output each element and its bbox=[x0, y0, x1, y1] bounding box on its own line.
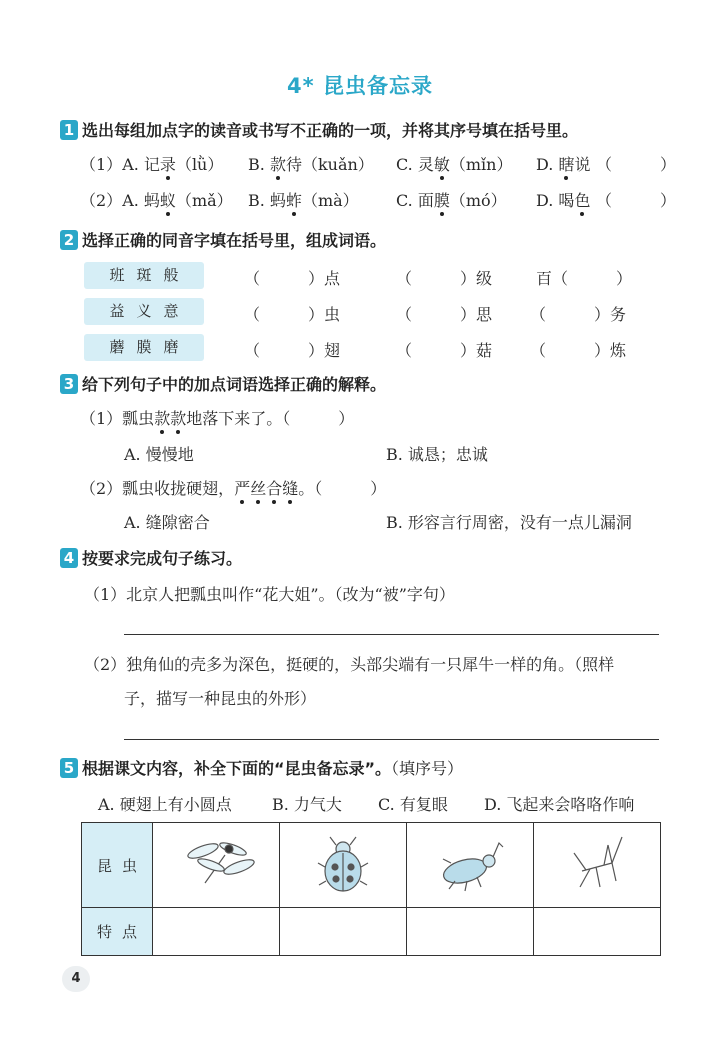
question-number-badge: 3 bbox=[60, 374, 78, 394]
grasshopper-icon bbox=[534, 823, 660, 903]
homophone-box: 益义意 bbox=[84, 298, 204, 325]
q3-sentence-1: （1）瓢虫款款地落下来了。（ ） bbox=[80, 406, 354, 429]
row-header-feature: 特点 bbox=[82, 908, 153, 956]
question-5-heading: 5 根据课文内容，补全下面的“昆虫备忘录”。（填序号） bbox=[60, 756, 463, 779]
option-d: D. 飞起来会咯咯作响 bbox=[484, 795, 635, 814]
fill-blank[interactable]: （ ）点 bbox=[244, 269, 341, 288]
beetle-icon bbox=[407, 823, 533, 903]
fill-blank[interactable]: （ ）务 bbox=[530, 305, 627, 324]
fill-blank[interactable]: （ ）炼 bbox=[530, 341, 627, 360]
option-a: A. 慢慢地 bbox=[124, 445, 194, 464]
answer-cell[interactable] bbox=[153, 908, 280, 956]
answer-cell[interactable] bbox=[280, 908, 407, 956]
question-number-badge: 1 bbox=[60, 120, 78, 140]
option-b: B. 力气大 bbox=[272, 795, 342, 814]
q4-sentence-2: （2）独角仙的壳多为深色，挺硬的，头部尖端有一只犀牛一样的角。（照样 bbox=[84, 655, 615, 674]
insect-cell bbox=[534, 823, 661, 908]
q1-row-1: （1）A. 记录（lǜ） bbox=[80, 152, 223, 175]
answer-cell[interactable] bbox=[407, 908, 534, 956]
fill-blank[interactable]: （ ）思 bbox=[396, 305, 493, 324]
insect-memo-table bbox=[81, 822, 661, 956]
answer-blank[interactable]: （ ） bbox=[596, 191, 677, 210]
question-4-heading: 4 按要求完成句子练习。 bbox=[60, 546, 242, 569]
page-title: 4* 昆虫备忘录 bbox=[287, 74, 433, 98]
fill-blank[interactable]: （ ）虫 bbox=[244, 305, 341, 324]
fill-blank[interactable]: （ ）级 bbox=[396, 269, 493, 288]
fill-blank[interactable]: （ ）翅 bbox=[244, 341, 341, 360]
option-b: B. 形容言行周密，没有一点儿漏洞 bbox=[386, 513, 632, 532]
fill-blank[interactable]: （ ）菇 bbox=[396, 341, 493, 360]
dragonfly-icon bbox=[153, 823, 279, 903]
option-a: A. 硬翅上有小圆点 bbox=[98, 795, 232, 814]
question-number-badge: 4 bbox=[60, 548, 78, 568]
homophone-box: 班斑般 bbox=[84, 262, 204, 289]
ladybug-icon bbox=[280, 823, 406, 903]
q4-sentence-2-continued: 子，描写一种昆虫的外形） bbox=[124, 689, 317, 708]
question-number-badge: 2 bbox=[60, 230, 78, 250]
insect-cell bbox=[280, 823, 407, 908]
insect-cell bbox=[153, 823, 280, 908]
page-number: 4 bbox=[62, 966, 90, 992]
option-c: C. 有复眼 bbox=[378, 795, 448, 814]
homophone-box: 蘑膜磨 bbox=[84, 334, 204, 361]
q3-sentence-2: （2）瓢虫收拢硬翅，严丝合缝。（ ） bbox=[80, 476, 386, 499]
insect-cell bbox=[407, 823, 534, 908]
row-header-insect: 昆虫 bbox=[82, 823, 153, 908]
answer-cell[interactable] bbox=[534, 908, 661, 956]
question-1-heading: 1 选出每组加点字的读音或书写不正确的一项，并将其序号填在括号里。 bbox=[60, 118, 578, 141]
fill-blank[interactable]: 百（ ） bbox=[536, 269, 633, 288]
question-2-heading: 2 选择正确的同音字填在括号里，组成词语。 bbox=[60, 228, 386, 251]
answer-line[interactable] bbox=[124, 634, 659, 635]
option-a: A. 缝隙密合 bbox=[124, 513, 210, 532]
option-b: B. 诚恳；忠诚 bbox=[386, 445, 488, 464]
question-3-heading: 3 给下列句子中的加点词语选择正确的解释。 bbox=[60, 372, 386, 395]
q1-row-2: （2）A. 蚂蚁（mǎ） bbox=[80, 188, 233, 211]
q4-sentence-1: （1）北京人把瓢虫叫作“花大姐”。（改为“被”字句） bbox=[84, 585, 455, 604]
question-number-badge: 5 bbox=[60, 758, 78, 778]
answer-line[interactable] bbox=[124, 739, 659, 740]
answer-blank[interactable]: （ ） bbox=[596, 155, 677, 174]
